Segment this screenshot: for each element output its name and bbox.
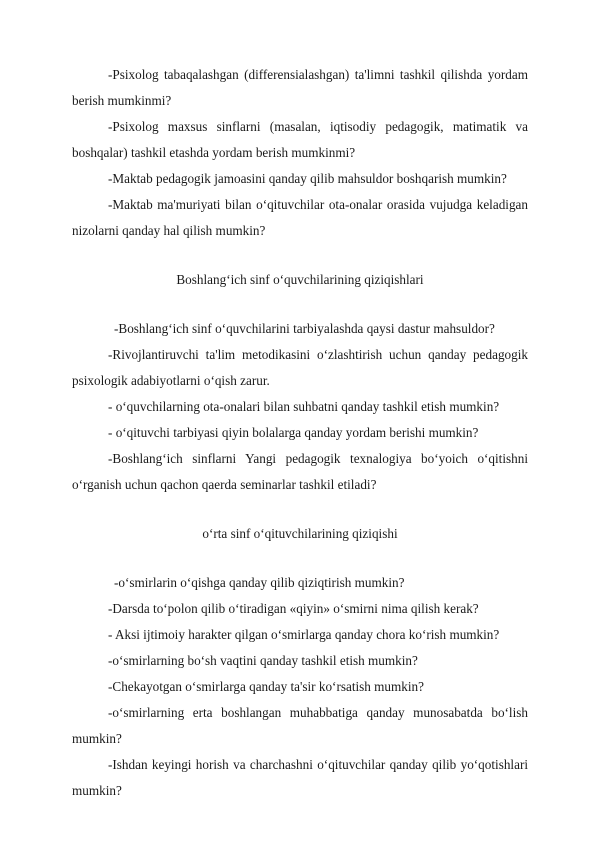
paragraph: -o‘smirlarin o‘qishga qanday qilib qiziqtirish mumkin? xyxy=(114,575,405,590)
paragraph: - o‘qituvchi tarbiyasi qiyin bolalarga qanday yordam berishi mumkin? xyxy=(108,425,479,440)
paragraph: -Ishdan keyingi horish va charchashni o‘qituvchilar qanday qilib yo‘qotishlari mumkin? xyxy=(72,757,528,798)
paragraph: -o‘smirlarning bo‘sh vaqtini qanday tashkil etish mumkin? xyxy=(108,653,418,668)
paragraph: - Aksi ijtimoiy harakter qilgan o‘smirlarga qanday chora ko‘rish mumkin? xyxy=(108,627,500,642)
paragraph: -Rivojlantiruvchi ta'lim metodikasini o‘zlashtirish uchun qanday pedagogik psixologik adabiyotlarni o‘qish zarur. xyxy=(72,347,528,388)
paragraph: -Psixolog maxsus sinflarni (masalan, iqtisodiy pedagogik, matimatik va boshqalar) tashkil etashda yordam berish mumkinmi? xyxy=(72,119,528,160)
paragraph: -Maktab pedagogik jamoasini qanday qilib mahsuldor boshqarish mumkin? xyxy=(108,171,507,186)
section-heading-primary-pupils: Boshlang‘ich sinf o‘quvchilarining qiziqishlari xyxy=(176,272,424,287)
section-heading-middle-teachers: o‘rta sinf o‘qituvchilarining qiziqishi xyxy=(202,526,398,541)
paragraph: -Chekayotgan o‘smirlarga qanday ta'sir ko‘rsatish mumkin? xyxy=(108,679,424,694)
paragraph: -Darsda to‘polon qilib o‘tiradigan «qiyin» o‘smirni nima qilish kerak? xyxy=(108,601,479,616)
document-body xyxy=(72,62,528,804)
paragraph: -Boshlang‘ich sinf o‘quvchilarini tarbiyalashda qaysi dastur mahsuldor? xyxy=(114,321,495,336)
paragraph: -Boshlang‘ich sinflarni Yangi pedagogik texnalogiya bo‘yoich o‘qitishni o‘rganish uchun qachon qaerda seminarlar tashkil etiladi? xyxy=(72,451,528,492)
paragraph: -Maktab ma'muriyati bilan o‘qituvchilar ota-onalar orasida vujudga keladigan nizolarni qanday hal qilish mumkin? xyxy=(72,197,528,238)
paragraph: -Psixolog tabaqalashgan (differensialashgan) ta'limni tashkil qilishda yordam berish mumkinmi? xyxy=(72,67,528,108)
paragraph: -o‘smirlarning erta boshlangan muhabbatiga qanday munosabatda bo‘lish mumkin? xyxy=(72,705,528,746)
paragraph: - o‘quvchilarning ota-onalari bilan suhbatni qanday tashkil etish mumkin? xyxy=(108,399,500,414)
